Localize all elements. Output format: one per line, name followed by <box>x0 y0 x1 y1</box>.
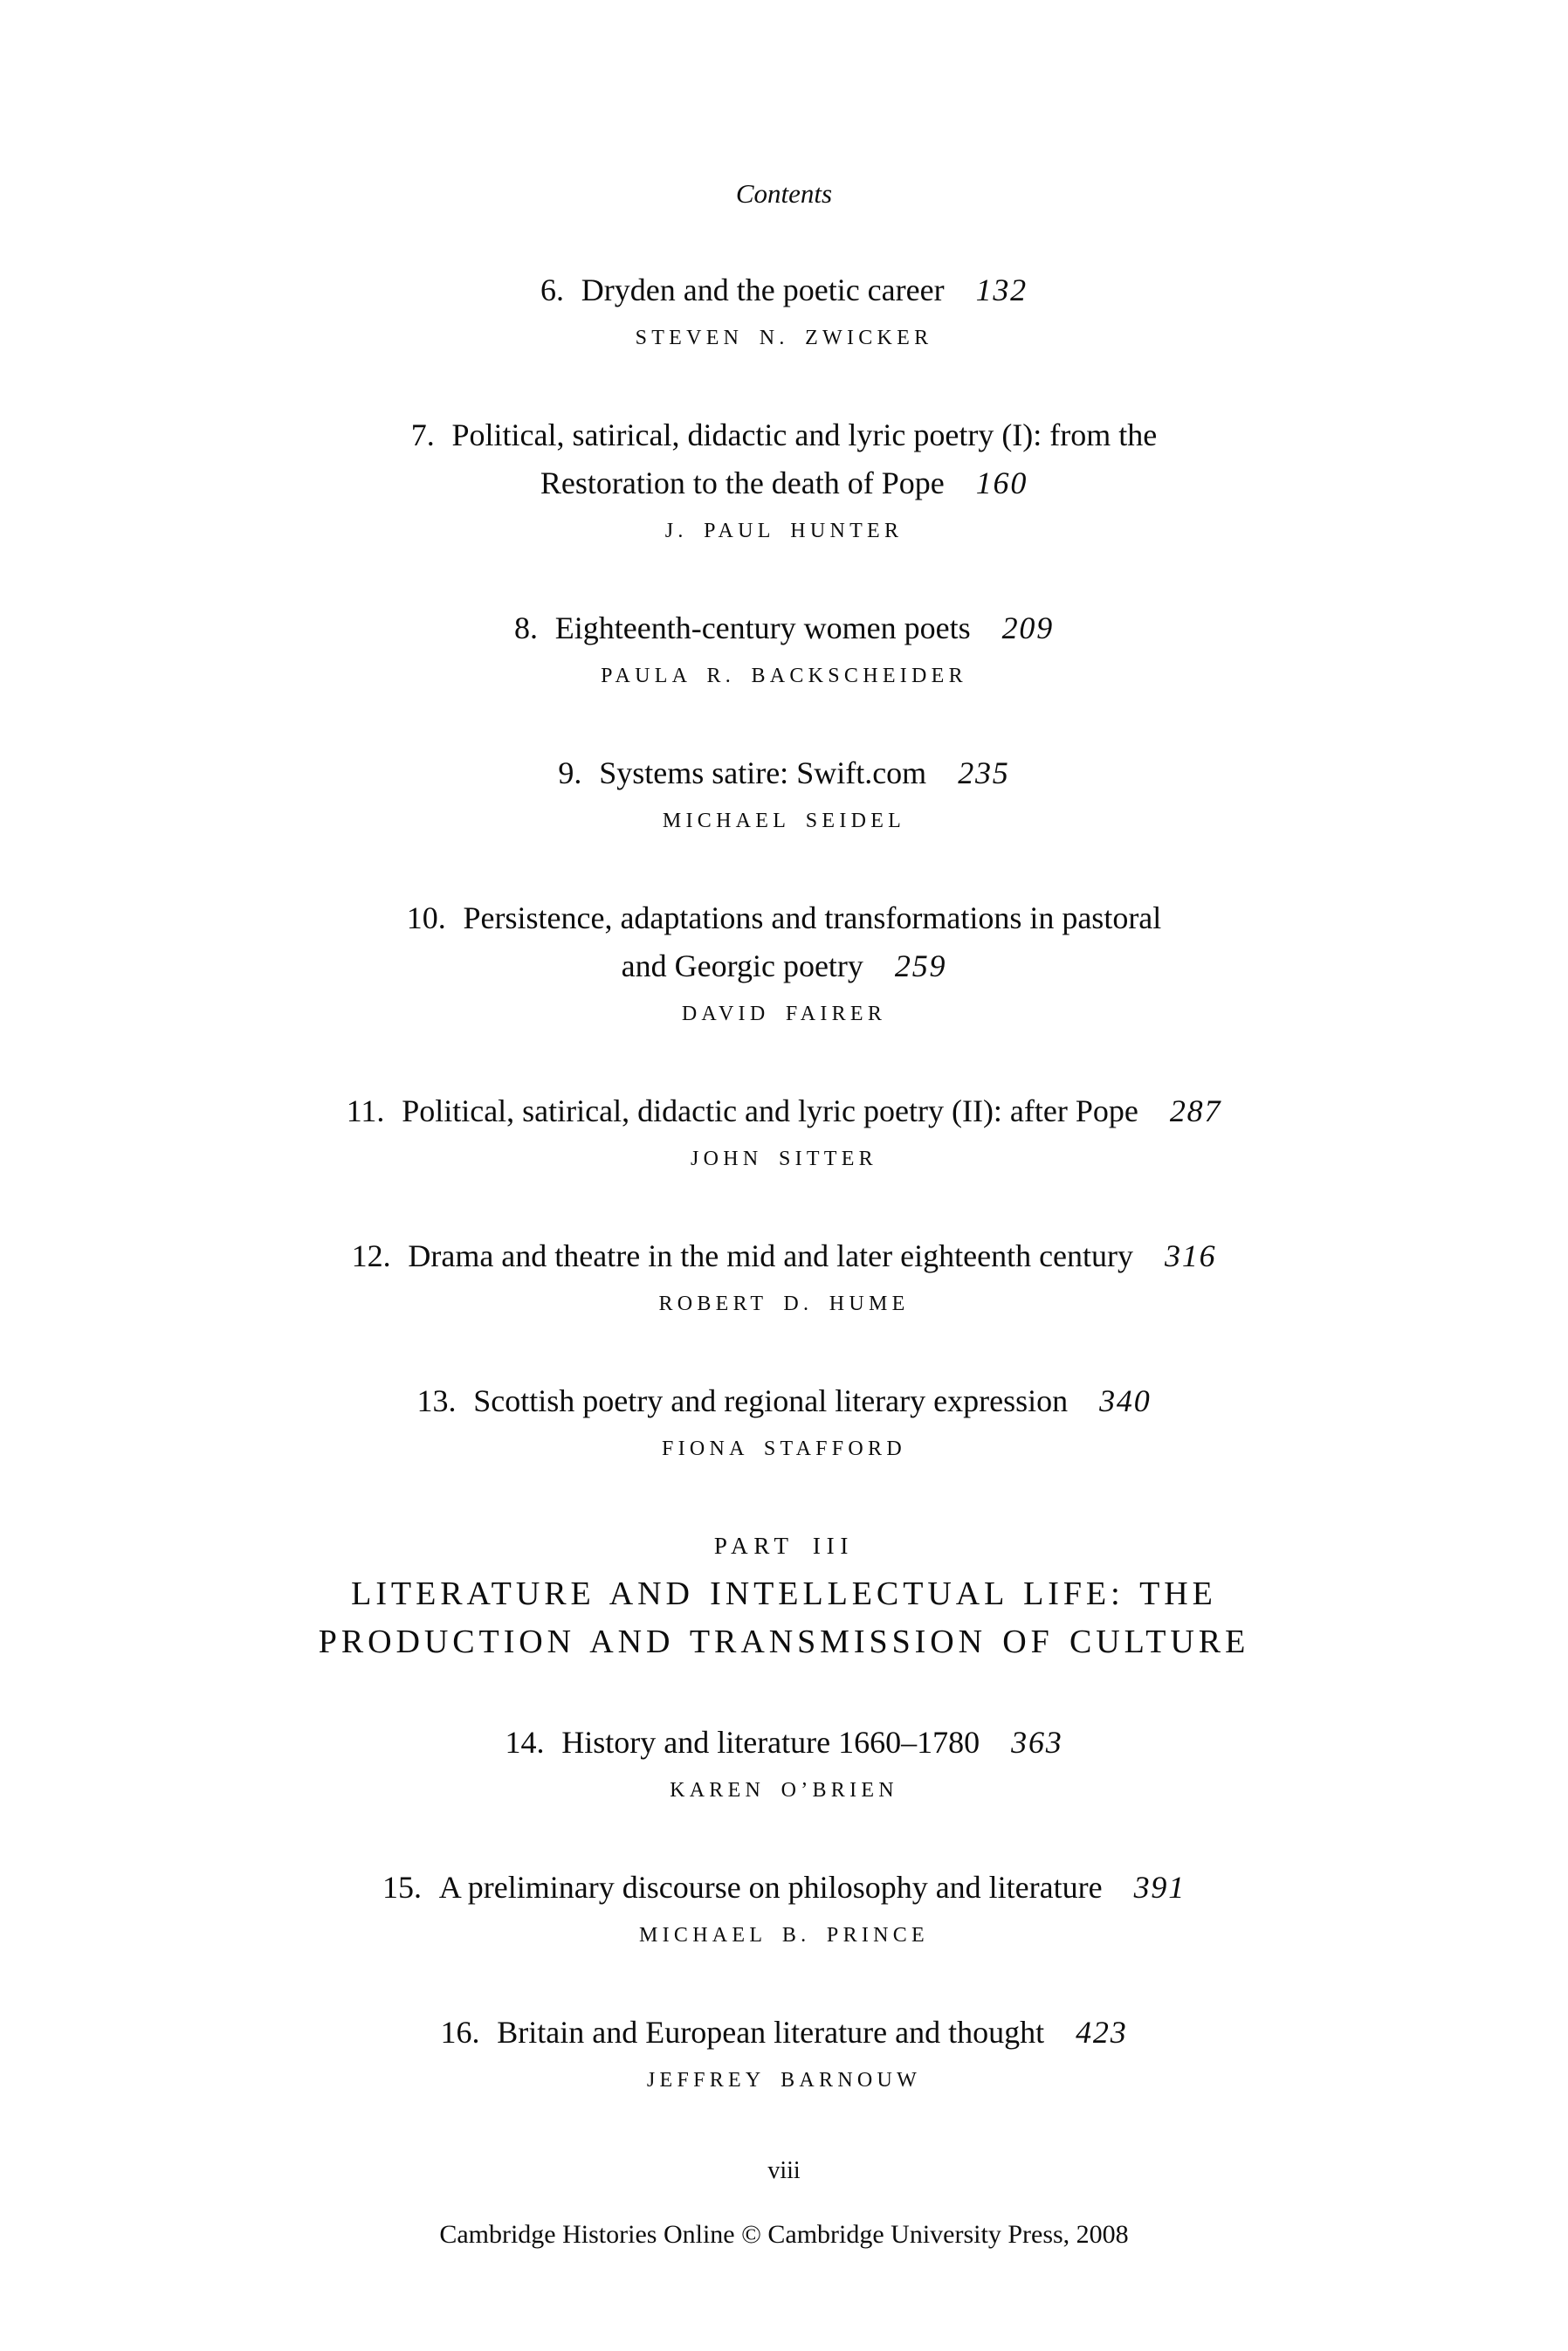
entry-author: MICHAEL B. PRINCE <box>639 1924 929 1947</box>
entry-title-line <box>147 894 1421 942</box>
chapter-title: Political, satirical, didactic and lyric poetry (II): after Pope <box>402 1093 1138 1128</box>
entry-page-number: 316 <box>1165 1238 1217 1273</box>
entry-title-line <box>147 1232 1421 1280</box>
part-heading <box>147 1522 1421 1666</box>
toc-entry-ch14 <box>147 1719 1421 1815</box>
entry-title-line <box>147 2009 1421 2057</box>
toc-entry-ch15 <box>147 1864 1421 1960</box>
entry-title-line <box>147 749 1421 797</box>
chapter-title: Political, satirical, didactic and lyric poetry (I): from the <box>451 417 1158 452</box>
part-title-line-1: LITERATURE AND INTELLECTUAL LIFE: THE <box>351 1575 1217 1612</box>
chapter-title: Scottish poetry and regional literary expression <box>473 1383 1069 1418</box>
chapter-title: History and literature 1660–1780 <box>561 1725 980 1760</box>
entry-title-line <box>147 1377 1421 1425</box>
entry-author: JOHN SITTER <box>691 1148 877 1170</box>
chapter-number: 14. <box>505 1725 545 1760</box>
chapter-number: 10. <box>406 900 446 935</box>
chapter-number: 16. <box>440 2015 480 2050</box>
chapter-number: 12. <box>351 1238 391 1273</box>
part-title-line-2: PRODUCTION AND TRANSMISSION OF CULTURE <box>318 1624 1250 1660</box>
toc-entry-ch9 <box>147 749 1421 845</box>
chapter-number: 13. <box>416 1383 457 1418</box>
entry-page-number: 259 <box>894 948 947 983</box>
entry-page-number: 160 <box>975 465 1028 500</box>
entry-page-number: 287 <box>1169 1093 1222 1128</box>
chapter-number: 7. <box>410 417 435 452</box>
toc-entry-ch6 <box>147 266 1421 362</box>
entry-author: PAULA R. BACKSCHEIDER <box>601 665 967 687</box>
chapter-title: A preliminary discourse on philosophy and literature <box>438 1870 1103 1905</box>
chapter-number: 9. <box>558 755 582 790</box>
contents-column <box>147 0 1421 2252</box>
entry-page-number: 235 <box>958 755 1010 790</box>
entry-title-line <box>147 604 1421 652</box>
chapter-title-continued: and Georgic poetry <box>621 948 863 983</box>
entry-page-number: 132 <box>975 272 1028 307</box>
toc-entry-ch11 <box>147 1087 1421 1183</box>
entry-author: KAREN O’BRIEN <box>670 1779 898 1802</box>
entry-page-number: 340 <box>1099 1383 1152 1418</box>
chapter-title: Persistence, adaptations and transformations in pastoral <box>463 900 1162 935</box>
chapter-title: Systems satire: Swift.com <box>599 755 927 790</box>
entry-author: DAVID FAIRER <box>681 1003 887 1025</box>
entry-title-line <box>147 1087 1421 1135</box>
part-label: PART III <box>713 1533 855 1559</box>
chapter-number: 15. <box>382 1870 422 1905</box>
entry-title-line <box>147 459 1421 507</box>
entry-page-number: 423 <box>1076 2015 1128 2050</box>
entry-title-line <box>147 266 1421 314</box>
entry-author: STEVEN N. ZWICKER <box>635 327 933 349</box>
toc-entry-ch16 <box>147 2009 1421 2105</box>
chapter-title: Drama and theatre in the mid and later eighteenth century <box>408 1238 1134 1273</box>
toc-entry-ch12 <box>147 1232 1421 1328</box>
toc-entry-ch10 <box>147 894 1421 1038</box>
entry-title-line <box>147 942 1421 990</box>
chapter-number: 11. <box>346 1093 385 1128</box>
entry-author: ROBERT D. HUME <box>658 1293 910 1315</box>
chapter-title: Dryden and the poetic career <box>581 272 945 307</box>
folio-page-number: viii <box>767 2157 801 2184</box>
toc-entry-ch8 <box>147 604 1421 700</box>
chapter-number: 8. <box>513 610 538 645</box>
chapter-title-continued: Restoration to the death of Pope <box>540 465 945 500</box>
chapter-number: 6. <box>540 272 564 307</box>
chapter-title: Eighteenth-century women poets <box>554 610 971 645</box>
entry-title-line <box>147 411 1421 459</box>
entry-title-line <box>147 1719 1421 1767</box>
toc-entry-ch13 <box>147 1377 1421 1473</box>
page-title: Contents <box>735 178 833 209</box>
entry-page-number: 209 <box>1001 610 1055 645</box>
entry-author: JEFFREY BARNOUW <box>646 2069 922 2092</box>
entry-page-number: 391 <box>1133 1870 1186 1905</box>
chapter-title: Britain and European literature and thought <box>497 2015 1045 2050</box>
entry-author: FIONA STAFFORD <box>662 1437 906 1460</box>
entry-author: MICHAEL SEIDEL <box>662 810 906 832</box>
entry-author: J. PAUL HUNTER <box>664 520 904 542</box>
copyright-footer: Cambridge Histories Online © Cambridge University Press, 2008 <box>439 2220 1129 2249</box>
entry-page-number: 363 <box>1011 1725 1063 1760</box>
entry-title-line <box>147 1864 1421 1912</box>
toc-entry-ch7 <box>147 411 1421 555</box>
